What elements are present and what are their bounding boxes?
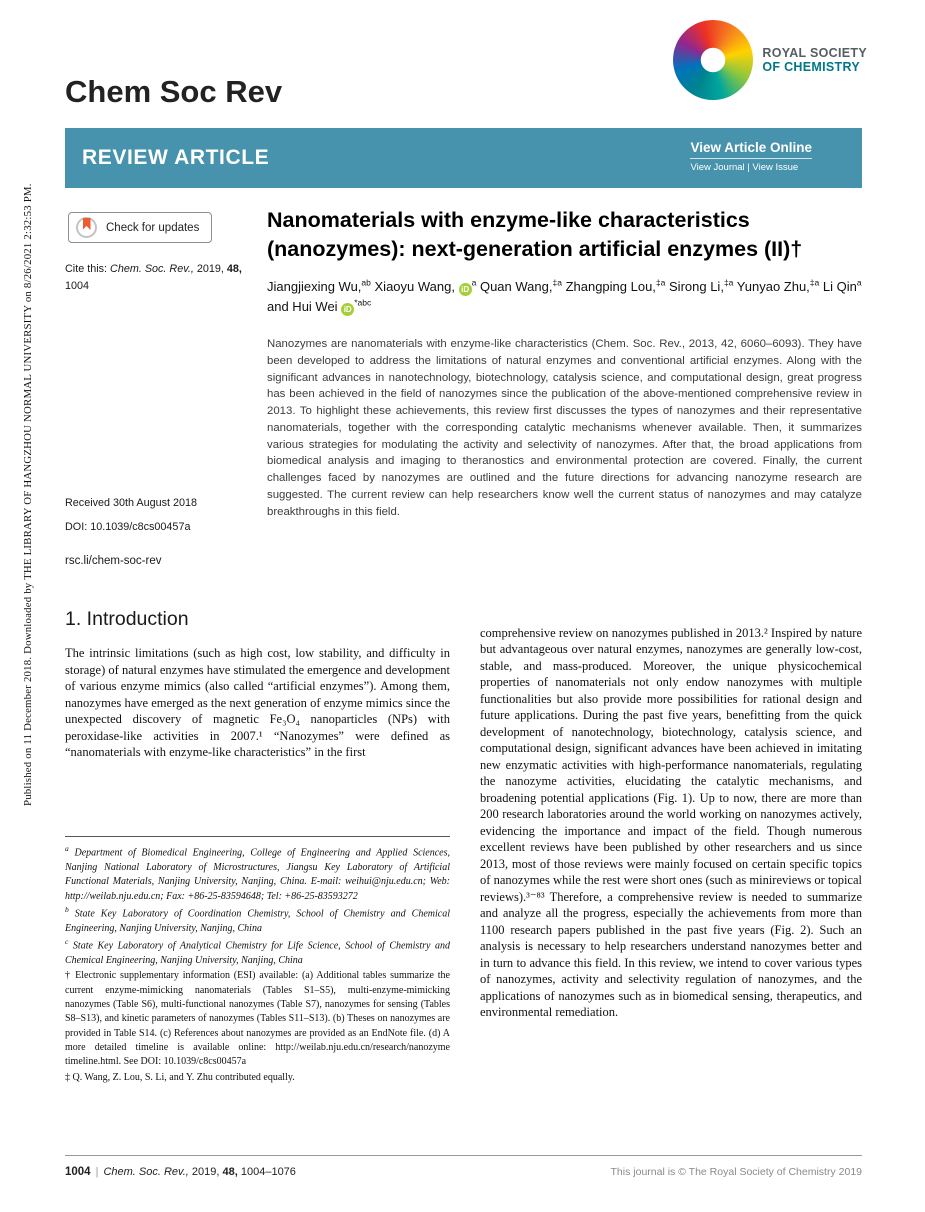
footer-page-number: 1004 <box>65 1166 91 1178</box>
author: Xiaoyu Wang, $iD^a$ <box>374 277 477 294</box>
article-type-banner <box>65 128 862 188</box>
author: Quan Wang,$^{\ddagger a}$ <box>479 277 562 294</box>
rsc-logo-line2: OF CHEMISTRY <box>762 60 860 74</box>
footer-citation <box>65 1166 296 1178</box>
footer-separator: | <box>95 1166 99 1178</box>
citation <box>65 261 245 294</box>
check-for-updates-label: Check for updates <box>106 221 200 234</box>
view-article-online-link[interactable]: View Article Online <box>690 140 812 155</box>
page-footer <box>65 1155 862 1178</box>
received-date: Received 30th August 2018 <box>65 497 198 509</box>
cite-volume: 48, <box>226 263 242 275</box>
footnote: ‡ Q. Wang, Z. Lou, S. Li, and Y. Zhu contributed equally. <box>65 1071 295 1083</box>
body-right-column <box>480 612 862 1033</box>
article-type-label: REVIEW ARTICLE <box>82 146 270 169</box>
rsc-logo-line1: ROYAL SOCIETY <box>762 46 867 60</box>
author-list <box>267 276 862 317</box>
footnote: $^c$ State Key Laboratory of Analytical Chemistry for Life Science, School of Chemistry and Chemical Engineering, Nanjing University, Nanjing, China <box>65 937 451 966</box>
footnote: $^b$ State Key Laboratory of Coordination Chemistry, School of Chemistry and Chemical Engineering, Nanjing University, Nanjing, China <box>65 904 450 934</box>
intro-paragraph-right: comprehensive review on nanozymes published in 2013.² Inspired by nature but advantageous over natural enzymes, nanozymes are generally low-cost, stable, and mass-produced. Moreover, the unique physicochemical properties of nanomaterials not only endow nanozymes with multiple functionalities but also provide more possibilities for rational design and future applications. During the past five years, benefitting from the quick development of nanotechnology, biotechnology, catalysis science, and computational design, significant advances have been achieved in imitating new enzymatic activities with high-performance nanomaterials, regulating the nanozyme activities, elucidating the catalytic mechanisms, and broadening potential applications (Fig. 1). Up to now, there are more than 200 research laboratories around the world working on nanozymes actively, evidencing the importance and impact of the field. Though numerous excellent reviews have been published by other researchers and us since 2013, most of those reviews were mainly focused on certain specific topics of nanozymes while the rest were short ones (such as minireviews or topical reviews).³⁻⁸³ Therefore, a comprehensive review is needed to summarize and analyze all the progress, especially the achievements from more than 1100 research papers published in the past five years (Fig. 2). Such an analysis is necessary to help researchers understand nanozymes better and in turn to advance this field. In this review, we intend to cover various types of nanozymes, activity and selectivity regulation of nanozymes, and the applications of nanozymes such as in biomedical sensing, therapeutics, and environmental remediation. <box>480 625 862 1019</box>
abstract: Nanozymes are nanomaterials with enzyme-like characteristics (Chem. Soc. Rev., 2013, 42, 6060–6093). They have been developed to address the limitations of natural enzymes and conventional artificial enzymes. Along with the significant advances in nanotechnology, biotechnology, catalysis science, and computational design, great progress has been achieved in the field of nanozymes since the publication of the above-mentioned comprehensive review in 2013. To highlight these achievements, this review first discusses the types of nanozymes and their representative nanomaterials, together with the corresponding catalytic mechanisms whenever available. Then, it summarizes various strategies for modulating the activity and selectivity of nanozymes. After that, the broad applications from biomedical analysis and imaging to theranostics and environmental protection are covered. Finally, the current challenges faced by nanozymes are outlined and the future directions for advancing nanozyme research are suggested. The current review can help researchers know well the current status of nanozymes and may catalyze breakthroughs in this field. <box>267 338 862 518</box>
body-left-column <box>65 608 450 773</box>
footer-pages: 1004–1076 <box>240 1166 296 1178</box>
footer-journal: Chem. Soc. Rev., <box>103 1166 189 1178</box>
footnote: $^a$ Department of Biomedical Engineering, College of Engineering and Applied Sciences, Nanjing National Laboratory of Microstructures, Jiangsu Key Laboratory of Artificial Functional Materials, Nanjing University, Nanjing, China. E-mail: weihui@nju.edu.cn; Web: http://weilab.nju.edu.cn; Fax: +86-25-83594648; Tel: +86-25-83593272 <box>65 844 451 902</box>
intro-paragraph-left: The intrinsic limitations (such as high cost, low stability, and difficulty in storage) of natural enzymes have stimulated the emergence and development of various enzyme mimics (also called “artificial enzymes”). Among them, nanozymes have emerged as the next generation of enzyme mimics since the unexpected discovery of magnetic Fe₃O₄ nanoparticles (NPs) with peroxidase-like activities in 2007.¹ “Nanozymes” were defined as “nanomaterials with enzyme-like characteristics” in the first <box>65 646 450 759</box>
provenance-note: Published on 11 December 2018. Downloaded by THE LIBRARY OF HANGZHOU NORMAL UNIVERSITY on 8/26/2021 2:32:53 PM. <box>22 183 34 806</box>
article-header <box>267 206 862 521</box>
footer-volume: 48, <box>222 1166 238 1178</box>
footer-year: 2019, <box>191 1166 220 1178</box>
view-journal-issue-links[interactable]: View Journal | View Issue <box>690 158 812 173</box>
journal-title: Chem Soc Rev <box>65 74 283 109</box>
author: Yunyao Zhu,$^{\ddagger a}$ <box>736 277 820 294</box>
doi: DOI: 10.1039/c8cs00457a <box>65 521 191 533</box>
author: Li Qin$^a$ <box>822 277 862 294</box>
cite-journal: Chem. Soc. Rev., <box>110 263 194 275</box>
author: Zhangping Lou,$^{\ddagger a}$ <box>565 277 666 294</box>
journal-url-link[interactable]: rsc.li/chem-soc-rev <box>65 555 162 567</box>
orcid-icon[interactable]: iD <box>341 303 354 316</box>
rsc-logo-text <box>762 46 867 74</box>
rsc-logo-icon <box>673 20 753 100</box>
orcid-icon[interactable]: iD <box>459 283 472 296</box>
cite-page: 1004 <box>65 279 90 292</box>
author: and Hui Wei $iD^{*abc}$ <box>267 297 372 314</box>
crossmark-icon <box>76 217 97 238</box>
rsc-logo <box>673 20 867 100</box>
footnote: † Electronic supplementary information (ESI) available: (a) Additional tables summarize the current enzyme-mimicking nanomaterials (Tables S1–S5), multi-enzyme-mimicking nanozymes (Table S6), multi-functional nanozymes (Table S7), nanozymes for sensing (Tables S8–S13), and kinetic parameters of nanozymes (Tables S11–S13). (b) Theses on nanozymes are provided in Table S14. (c) References about nanozymes are provided as an EndNote file. (d) A more detailed timeline is available online: http://weilab.nju.edu.cn/research/nanozyme timeline.html. See DOI: 10.1039/c8cs00457a <box>65 970 450 1068</box>
article-title: Nanomaterials with enzyme-like characteristics (nanozymes): next-generation artificial enzymes (II)† <box>267 208 803 261</box>
author: Sirong Li,$^{\ddagger a}$ <box>669 277 734 294</box>
footer-copyright: This journal is © The Royal Society of Chemistry 2019 <box>610 1166 862 1178</box>
section-title: 1. Introduction <box>65 608 189 630</box>
author: Jiangjiexing Wu,$^{ab}$ <box>267 277 371 294</box>
cite-prefix: Cite this: <box>65 263 108 275</box>
banner-links <box>690 140 812 173</box>
check-for-updates-button[interactable] <box>68 212 212 243</box>
footnotes <box>65 836 450 1086</box>
cite-year: 2019, <box>196 263 224 275</box>
